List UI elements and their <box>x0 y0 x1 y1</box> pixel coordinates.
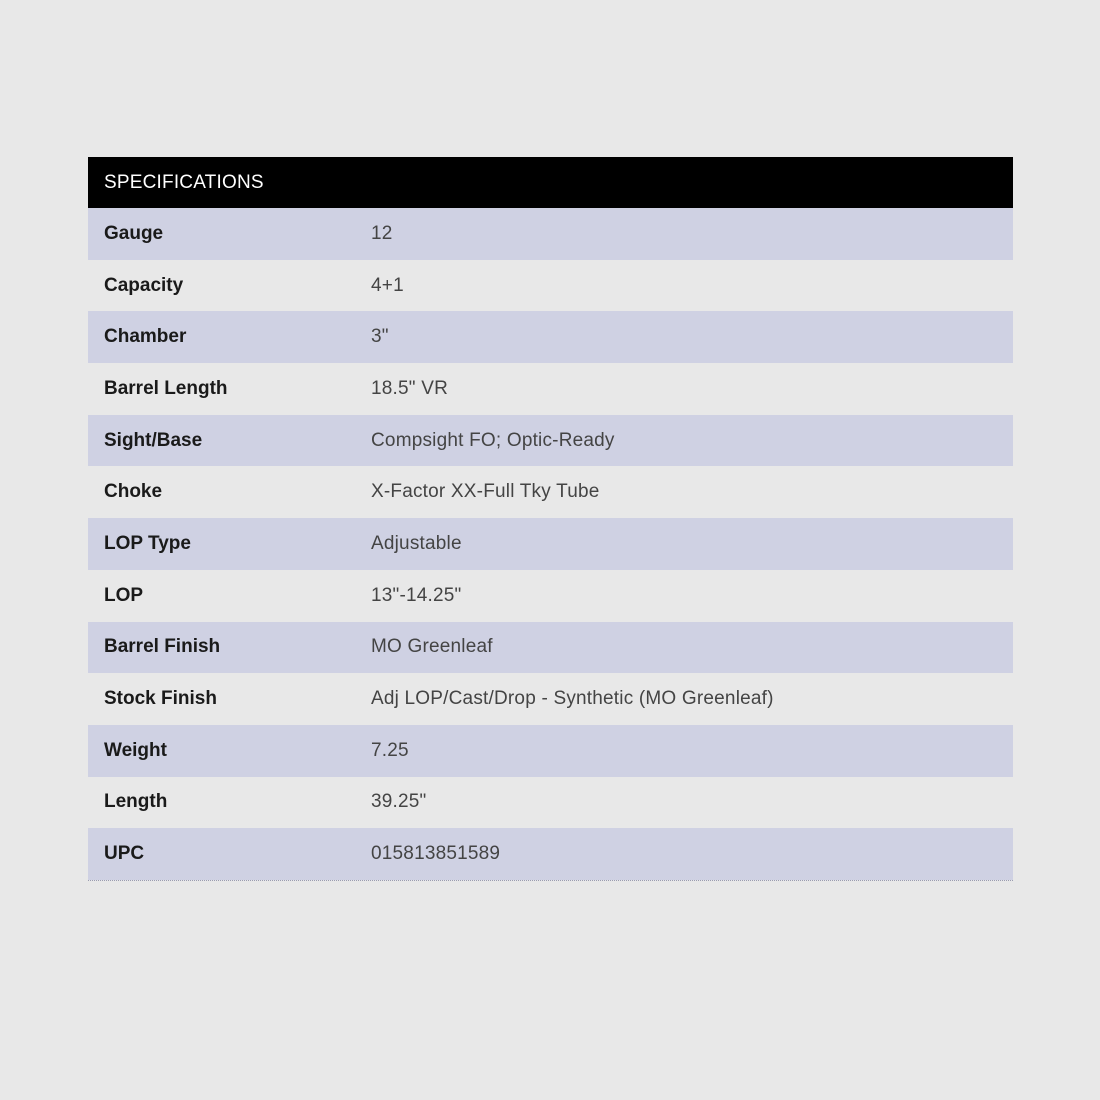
table-bottom-divider <box>88 880 1013 881</box>
spec-value: 4+1 <box>371 274 404 296</box>
spec-label: Gauge <box>104 222 164 244</box>
specifications-title: SPECIFICATIONS <box>104 171 264 193</box>
spec-row-choke <box>88 466 1013 518</box>
specifications-table <box>88 157 1013 881</box>
spec-label: UPC <box>104 843 145 865</box>
spec-value: 7.25 <box>371 739 409 761</box>
spec-value: Compsight FO; Optic-Ready <box>371 429 615 451</box>
spec-label: Length <box>104 791 168 813</box>
spec-row-upc <box>88 828 1013 880</box>
spec-row-barrel-length <box>88 363 1013 415</box>
spec-label: Barrel Finish <box>104 636 221 658</box>
spec-row-barrel-finish <box>88 622 1013 674</box>
spec-value: 13"-14.25" <box>371 584 462 606</box>
spec-value: X-Factor XX-Full Tky Tube <box>371 481 600 503</box>
spec-row-stock-finish <box>88 673 1013 725</box>
spec-value: 12 <box>371 222 393 244</box>
spec-row-sight-base <box>88 415 1013 467</box>
spec-label: Barrel Length <box>104 377 228 399</box>
spec-value: 18.5" VR <box>371 377 448 399</box>
spec-label: Stock Finish <box>104 688 217 710</box>
spec-label: Sight/Base <box>104 429 203 451</box>
spec-row-chamber <box>88 311 1013 363</box>
specifications-header <box>88 157 1013 208</box>
spec-value: 3" <box>371 326 389 348</box>
spec-label: Chamber <box>104 326 187 348</box>
spec-row-length <box>88 777 1013 829</box>
spec-value: Adjustable <box>371 532 462 554</box>
spec-label: LOP <box>104 584 144 606</box>
spec-row-lop-type <box>88 518 1013 570</box>
spec-value: MO Greenleaf <box>371 636 493 658</box>
spec-label: Choke <box>104 481 163 503</box>
spec-value: Adj LOP/Cast/Drop - Synthetic (MO Greenleaf) <box>371 688 774 710</box>
spec-value: 015813851589 <box>371 843 501 865</box>
spec-row-capacity <box>88 260 1013 312</box>
spec-label: Capacity <box>104 274 184 296</box>
spec-row-lop <box>88 570 1013 622</box>
spec-row-weight <box>88 725 1013 777</box>
spec-value: 39.25" <box>371 791 427 813</box>
spec-label: LOP Type <box>104 532 191 554</box>
spec-label: Weight <box>104 739 167 761</box>
spec-row-gauge <box>88 208 1013 260</box>
